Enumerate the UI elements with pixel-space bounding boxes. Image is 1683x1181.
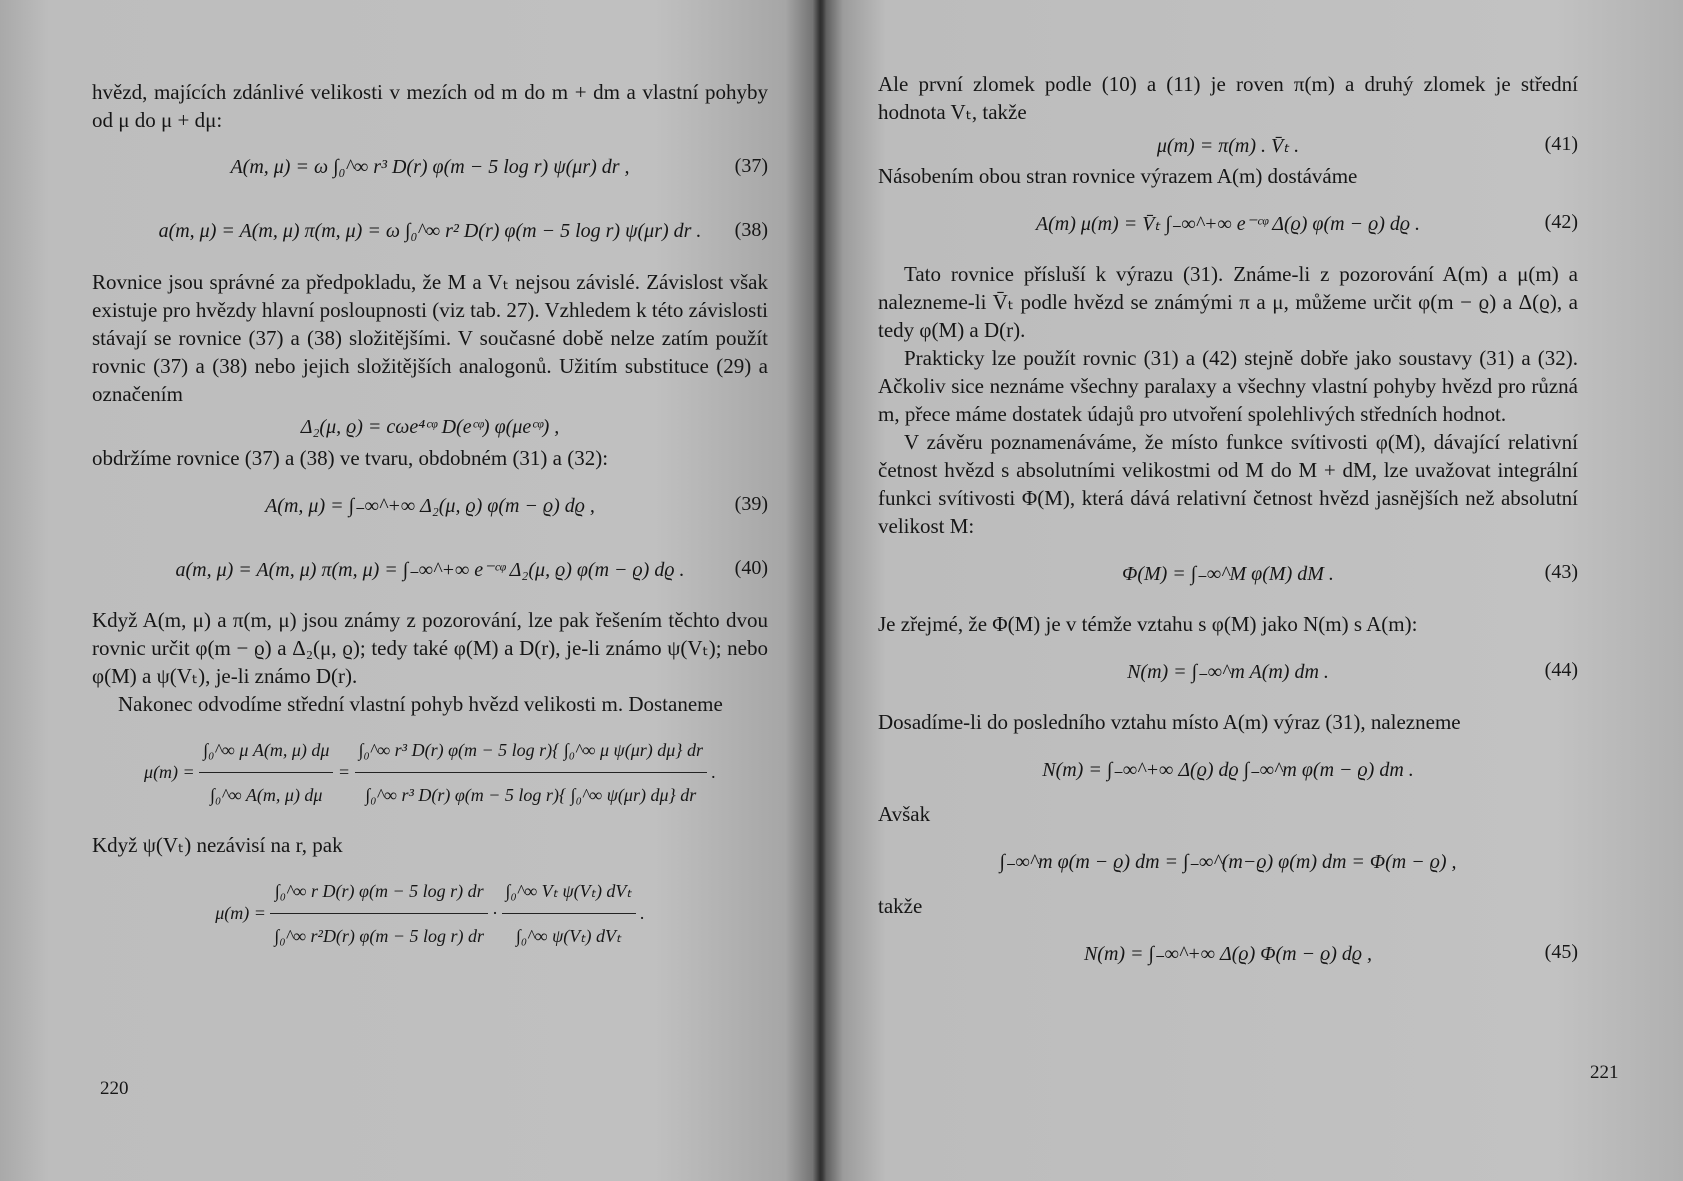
fraction-denominator: ∫₀^∞ ψ(Vₜ) dVₜ xyxy=(515,926,622,946)
equation-expression: a(m, μ) = A(m, μ) π(m, μ) = ∫₋∞^+∞ e⁻ᶜᵠ Δ₂(μ, ϱ) φ(m − ϱ) dϱ . xyxy=(175,558,685,581)
paragraph: Dosadíme-li do posledního vztahu místo A(m) výraz (31), nalezneme xyxy=(878,710,1461,734)
left-page xyxy=(0,0,818,1181)
equation-number: (45) xyxy=(1544,941,1578,963)
equation-number: (37) xyxy=(734,155,768,177)
equation-number: (44) xyxy=(1544,659,1578,681)
fraction-numerator: ∫₀^∞ r³ D(r) φ(m − 5 log r){ ∫₀^∞ μ ψ(μr) dμ} dr xyxy=(355,728,707,773)
equation-lhs: μ(m) = xyxy=(215,903,266,923)
paragraph: Když ψ(Vₜ) nezávisí na r, pak xyxy=(92,833,343,857)
equation-number: (38) xyxy=(734,219,768,241)
paragraph: Je zřejmé, že Φ(M) je v témže vztahu s φ(M) jako N(m) s A(m): xyxy=(878,612,1418,636)
equation-phi xyxy=(878,828,1578,892)
equation-expression: A(m) μ(m) = V̄ₜ ∫₋∞^+∞ e⁻ᶜᵠ Δ(ϱ) φ(m − ϱ) dϱ . xyxy=(1035,212,1421,235)
paragraph: Nakonec odvodíme střední vlastní pohyb hvězd velikosti m. Dostaneme xyxy=(118,692,723,716)
paragraph: Avšak xyxy=(878,802,931,826)
left-text-column xyxy=(92,78,768,958)
equation-41 xyxy=(878,126,1578,162)
equation-delta2 xyxy=(92,408,768,444)
paragraph: Násobením obou stran rovnice výrazem A(m) dostáváme xyxy=(878,164,1358,188)
page-number: 221 xyxy=(1590,1062,1619,1083)
fraction-numerator: ∫₀^∞ Vₜ ψ(Vₜ) dVₜ xyxy=(502,869,636,914)
equation-mean-proper-motion-2: μ(m) = $\frac{\text{∫₀\textasciicircum{}∞ r D(r) φ(m − 5 log r) dr}}{\text{∫₀\textasciicircum{}∞ r²D(r) φ(m − 5 log r) dr}}$ · $\frac{\text{∫₀\textasciicircum{}∞ Vₜ ψ(Vₜ) dVₜ}}{\text{∫₀\textasciicircum{}∞ ψ(Vₜ) dVₜ}}$ . xyxy=(92,869,768,958)
right-text-column xyxy=(878,70,1578,984)
right-page xyxy=(826,0,1683,1181)
equation-number: (40) xyxy=(734,557,768,579)
equation-38 xyxy=(92,198,768,262)
equation-42 xyxy=(878,190,1578,254)
equation-number: (41) xyxy=(1544,133,1578,155)
fraction-denominator: ∫₀^∞ r³ D(r) φ(m − 5 log r){ ∫₀^∞ ψ(μr) dμ} dr xyxy=(365,785,697,805)
equation-expression: ∫₋∞^m φ(m − ϱ) dm = ∫₋∞^(m−ϱ) φ(m) dm = Φ(m − ϱ) , xyxy=(999,850,1457,873)
equation-expression: Φ(M) = ∫₋∞^M φ(M) dM . xyxy=(1122,562,1334,585)
paragraph: Tato rovnice přísluší k výrazu (31). Známe-li z pozorování A(m) a μ(m) a nalezneme-li V̄ₜ podle hvězd se známými π a μ, můžeme určit φ(m − ϱ) a Δ(ϱ), a tedy φ(M) a D(r). xyxy=(878,262,1578,342)
paragraph: takže xyxy=(878,894,923,918)
intro-text: hvězd, majících zdánlivé velikosti v mezích od m do m + dm a vlastní pohyby od μ do μ + dμ: xyxy=(92,80,768,132)
fraction-denominator: ∫₀^∞ A(m, μ) dμ xyxy=(210,785,323,805)
fraction-numerator: ∫₀^∞ r D(r) φ(m − 5 log r) dr xyxy=(270,869,488,914)
fraction xyxy=(270,869,488,958)
equation-40 xyxy=(92,536,768,600)
fraction xyxy=(355,728,707,817)
fraction xyxy=(502,869,636,958)
paragraph: Prakticky lze použít rovnic (31) a (42) stejně dobře jako soustavy (31) a (32). Ačkoliv sice neznáme všechny paralaxy a všechny vlastní pohyby hvězd pro různá m, přece máme dostatek údajů pro utvoření spolehlivých středních hodnot. xyxy=(878,346,1578,426)
equation-43 xyxy=(878,540,1578,604)
paragraph: Když A(m, μ) a π(m, μ) jsou známy z pozorování, lze pak řešením těchto dvou rovnic určit φ(m − ϱ) a Δ₂(μ, ϱ); tedy také φ(M) a D(r), je-li známo ψ(Vₜ); nebo φ(M) a ψ(Vₜ), je-li známo D(r). xyxy=(92,608,768,688)
equation-N xyxy=(878,736,1578,800)
page-number: 220 xyxy=(100,1078,129,1099)
paragraph: obdržíme rovnice (37) a (38) ve tvaru, obdobném (31) a (32): xyxy=(92,446,609,470)
fraction xyxy=(199,728,333,817)
equation-expression: μ(m) = π(m) . V̄ₜ . xyxy=(1156,134,1300,157)
fraction-denominator: ∫₀^∞ r²D(r) φ(m − 5 log r) dr xyxy=(274,926,485,946)
equation-number: (42) xyxy=(1544,211,1578,233)
equation-45 xyxy=(878,920,1578,984)
equation-expression: N(m) = ∫₋∞^+∞ Δ(ϱ) Φ(m − ϱ) dϱ , xyxy=(1083,942,1373,965)
equation-expression: A(m, μ) = ω ∫₀^∞ r³ D(r) φ(m − 5 log r) ψ(μr) dr , xyxy=(230,155,630,178)
equation-expression: Δ₂(μ, ϱ) = cωe⁴ᶜᵠ D(eᶜᵠ) φ(μeᶜᵠ) , xyxy=(300,415,560,438)
fraction-numerator: ∫₀^∞ μ A(m, μ) dμ xyxy=(199,728,333,773)
equation-37 xyxy=(92,134,768,198)
equation-39 xyxy=(92,472,768,536)
equation-expression: N(m) = ∫₋∞^+∞ Δ(ϱ) dϱ ∫₋∞^m φ(m − ϱ) dm . xyxy=(1042,758,1414,781)
equation-number: (39) xyxy=(734,493,768,515)
equation-number: (43) xyxy=(1544,561,1578,583)
equation-mean-proper-motion: μ(m) = $\frac{\text{∫₀\textasciicircum{}∞ μ A(m, μ) dμ}}{\text{∫₀\textasciicircum{}∞ A(m, μ) dμ}}$ = $\frac{\text{∫₀\textasciicircum{}∞ r³ D(r) φ(m − 5 log r)\{ ∫₀\textasciicircum{}∞ μ ψ(μr) dμ\} dr}}{\text{∫₀\textasciicircum{}∞ r³ D(r) φ(m − 5 log r)\{ ∫₀\textasciicircum{}∞ ψ(μr) dμ\} dr}}$ . xyxy=(92,728,768,817)
equation-lhs: μ(m) = xyxy=(144,762,195,782)
equation-expression: N(m) = ∫₋∞^m A(m) dm . xyxy=(1127,660,1329,683)
paragraph: Rovnice jsou správné za předpokladu, že M a Vₜ nejsou závislé. Závislost však existuje pro hvězdy hlavní posloupnosti (viz tab. 27). Vzhledem k této závislosti stávají se rovnice (37) a (38) složitějšími. V současné době nelze zatím použít rovnic (37) a (38) nebo jejich složitějších analogonů. Užitím substituce (29) a označením xyxy=(92,270,768,406)
equation-44 xyxy=(878,638,1578,702)
paragraph: V závěru poznamenáváme, že místo funkce svítivosti φ(M), dávající relativní četnost hvězd s absolutními velikostmi od M do M + dM, lze uvažovat integrální funkci svítivosti Φ(M), která dává relativní četnost hvězd jasnějších než absolutní velikost M: xyxy=(878,430,1578,538)
equation-expression: a(m, μ) = A(m, μ) π(m, μ) = ω ∫₀^∞ r² D(r) φ(m − 5 log r) ψ(μr) dr . xyxy=(158,219,702,242)
paragraph: Ale první zlomek podle (10) a (11) je roven π(m) a druhý zlomek je střední hodnota Vₜ, takže xyxy=(878,72,1578,124)
equation-expression: A(m, μ) = ∫₋∞^+∞ Δ₂(μ, ϱ) φ(m − ϱ) dϱ , xyxy=(265,494,595,517)
